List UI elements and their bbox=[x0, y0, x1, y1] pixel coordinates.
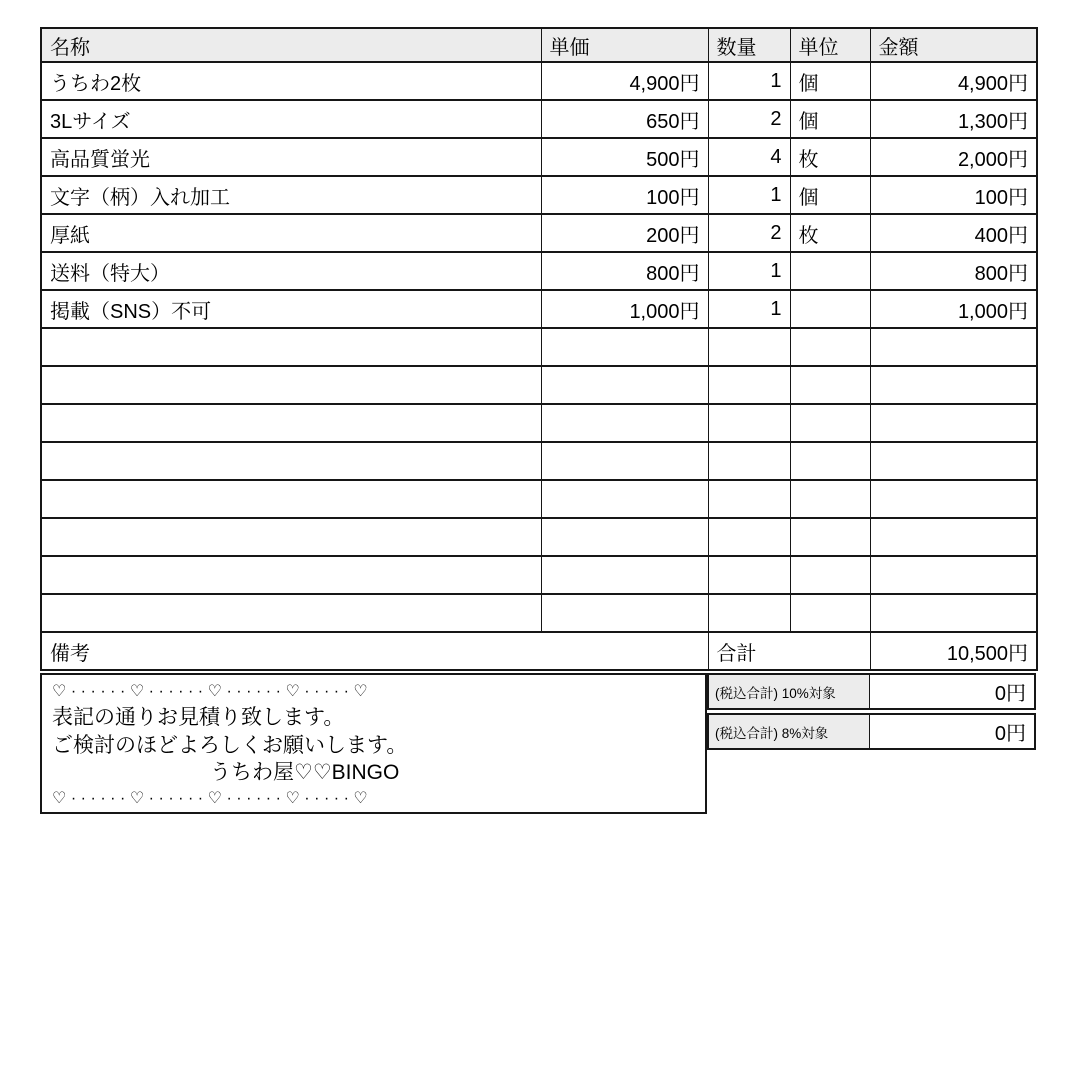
empty-cell bbox=[41, 366, 541, 404]
empty-table-row bbox=[41, 366, 1037, 404]
empty-cell bbox=[870, 404, 1037, 442]
total-value: 10,500円 bbox=[870, 632, 1037, 670]
item-name-cell: うちわ2枚 bbox=[41, 62, 541, 100]
quantity-cell: 1 bbox=[708, 290, 790, 328]
empty-cell bbox=[870, 594, 1037, 632]
estimate-table bbox=[40, 27, 1038, 671]
empty-cell bbox=[790, 480, 870, 518]
empty-cell bbox=[790, 442, 870, 480]
table-row bbox=[41, 214, 1037, 252]
tax-summary-column bbox=[707, 673, 1036, 814]
empty-cell bbox=[41, 556, 541, 594]
quantity-cell: 2 bbox=[708, 214, 790, 252]
notes-divider-top: ♡······♡······♡······♡·····♡ bbox=[52, 683, 373, 700]
quantity-cell: 4 bbox=[708, 138, 790, 176]
column-header-quantity: 数量 bbox=[708, 28, 790, 62]
unit-price-cell: 4,900円 bbox=[541, 62, 708, 100]
tax-row-8-percent bbox=[707, 713, 1036, 750]
empty-table-row bbox=[41, 404, 1037, 442]
table-row bbox=[41, 138, 1037, 176]
item-name-cell: 厚紙 bbox=[41, 214, 541, 252]
empty-cell bbox=[41, 480, 541, 518]
unit-cell bbox=[790, 252, 870, 290]
empty-cell bbox=[790, 328, 870, 366]
item-name-cell: 3Lサイズ bbox=[41, 100, 541, 138]
empty-cell bbox=[708, 404, 790, 442]
empty-cell bbox=[870, 442, 1037, 480]
unit-price-cell: 650円 bbox=[541, 100, 708, 138]
notes-line-1: 表記の通りお見積り致します。 bbox=[52, 706, 345, 729]
empty-table-row bbox=[41, 594, 1037, 632]
unit-cell: 枚 bbox=[790, 214, 870, 252]
empty-cell bbox=[541, 556, 708, 594]
item-name-cell: 高品質蛍光 bbox=[41, 138, 541, 176]
empty-cell bbox=[541, 442, 708, 480]
amount-cell: 1,000円 bbox=[870, 290, 1037, 328]
unit-cell: 枚 bbox=[790, 138, 870, 176]
empty-cell bbox=[708, 442, 790, 480]
quantity-cell: 1 bbox=[708, 176, 790, 214]
notes-line-2: ご検討のほどよろしくお願いします。 bbox=[52, 733, 408, 757]
estimate-sheet bbox=[40, 27, 1036, 814]
item-name-cell: 文字（柄）入れ加工 bbox=[41, 176, 541, 214]
unit-cell: 個 bbox=[790, 100, 870, 138]
table-row bbox=[41, 176, 1037, 214]
empty-cell bbox=[708, 594, 790, 632]
empty-cell bbox=[541, 594, 708, 632]
amount-cell: 100円 bbox=[870, 176, 1037, 214]
empty-table-row bbox=[41, 518, 1037, 556]
amount-cell: 4,900円 bbox=[870, 62, 1037, 100]
unit-price-cell: 500円 bbox=[541, 138, 708, 176]
empty-table-row bbox=[41, 328, 1037, 366]
tax-8-value: 0円 bbox=[870, 713, 1036, 750]
unit-price-cell: 100円 bbox=[541, 176, 708, 214]
unit-cell: 個 bbox=[790, 176, 870, 214]
empty-cell bbox=[541, 518, 708, 556]
empty-cell bbox=[708, 480, 790, 518]
empty-cell bbox=[541, 366, 708, 404]
shop-signature: うちわ屋♡♡BINGO bbox=[210, 761, 400, 784]
empty-cell bbox=[870, 556, 1037, 594]
item-name-cell: 送料（特大） bbox=[41, 252, 541, 290]
empty-cell bbox=[708, 328, 790, 366]
empty-table-row bbox=[41, 442, 1037, 480]
empty-table-row bbox=[41, 556, 1037, 594]
empty-cell bbox=[541, 328, 708, 366]
empty-cell bbox=[870, 366, 1037, 404]
table-row bbox=[41, 100, 1037, 138]
unit-cell bbox=[790, 290, 870, 328]
remarks-label: 備考 bbox=[41, 632, 708, 670]
empty-cell bbox=[790, 594, 870, 632]
tax-10-label: (税込合計) 10%対象 bbox=[707, 673, 870, 710]
empty-cell bbox=[790, 404, 870, 442]
column-header-unit: 単位 bbox=[790, 28, 870, 62]
amount-cell: 400円 bbox=[870, 214, 1037, 252]
table-row bbox=[41, 290, 1037, 328]
empty-cell bbox=[870, 328, 1037, 366]
empty-cell bbox=[790, 518, 870, 556]
empty-cell bbox=[41, 594, 541, 632]
amount-cell: 1,300円 bbox=[870, 100, 1037, 138]
notes-box bbox=[40, 673, 707, 814]
empty-cell bbox=[41, 404, 541, 442]
header-row bbox=[41, 28, 1037, 62]
empty-cell bbox=[708, 556, 790, 594]
unit-cell: 個 bbox=[790, 62, 870, 100]
table-row bbox=[41, 62, 1037, 100]
quantity-cell: 2 bbox=[708, 100, 790, 138]
notes-divider-bottom: ♡······♡······♡······♡·····♡ bbox=[52, 789, 373, 807]
column-header-amount: 金額 bbox=[870, 28, 1037, 62]
empty-cell bbox=[708, 366, 790, 404]
empty-cell bbox=[870, 480, 1037, 518]
item-name-cell: 掲載（SNS）不可 bbox=[41, 290, 541, 328]
tax-row-10-percent bbox=[707, 673, 1036, 710]
table-row bbox=[41, 252, 1037, 290]
tax-10-value: 0円 bbox=[870, 673, 1036, 710]
empty-cell bbox=[541, 404, 708, 442]
amount-cell: 2,000円 bbox=[870, 138, 1037, 176]
empty-cell bbox=[541, 480, 708, 518]
amount-cell: 800円 bbox=[870, 252, 1037, 290]
quantity-cell: 1 bbox=[708, 62, 790, 100]
empty-cell bbox=[790, 366, 870, 404]
empty-cell bbox=[870, 518, 1037, 556]
unit-price-cell: 1,000円 bbox=[541, 290, 708, 328]
unit-price-cell: 200円 bbox=[541, 214, 708, 252]
empty-cell bbox=[41, 518, 541, 556]
empty-cell bbox=[41, 328, 541, 366]
empty-cell bbox=[708, 518, 790, 556]
tax-8-label: (税込合計) 8%対象 bbox=[707, 713, 870, 750]
empty-cell bbox=[41, 442, 541, 480]
empty-cell bbox=[790, 556, 870, 594]
quantity-cell: 1 bbox=[708, 252, 790, 290]
total-label: 合計 bbox=[708, 632, 870, 670]
summary-row bbox=[41, 632, 1037, 670]
empty-table-row bbox=[41, 480, 1037, 518]
lower-section bbox=[40, 673, 1036, 814]
column-header-unit-price: 単価 bbox=[541, 28, 708, 62]
column-header-name: 名称 bbox=[41, 28, 541, 62]
unit-price-cell: 800円 bbox=[541, 252, 708, 290]
